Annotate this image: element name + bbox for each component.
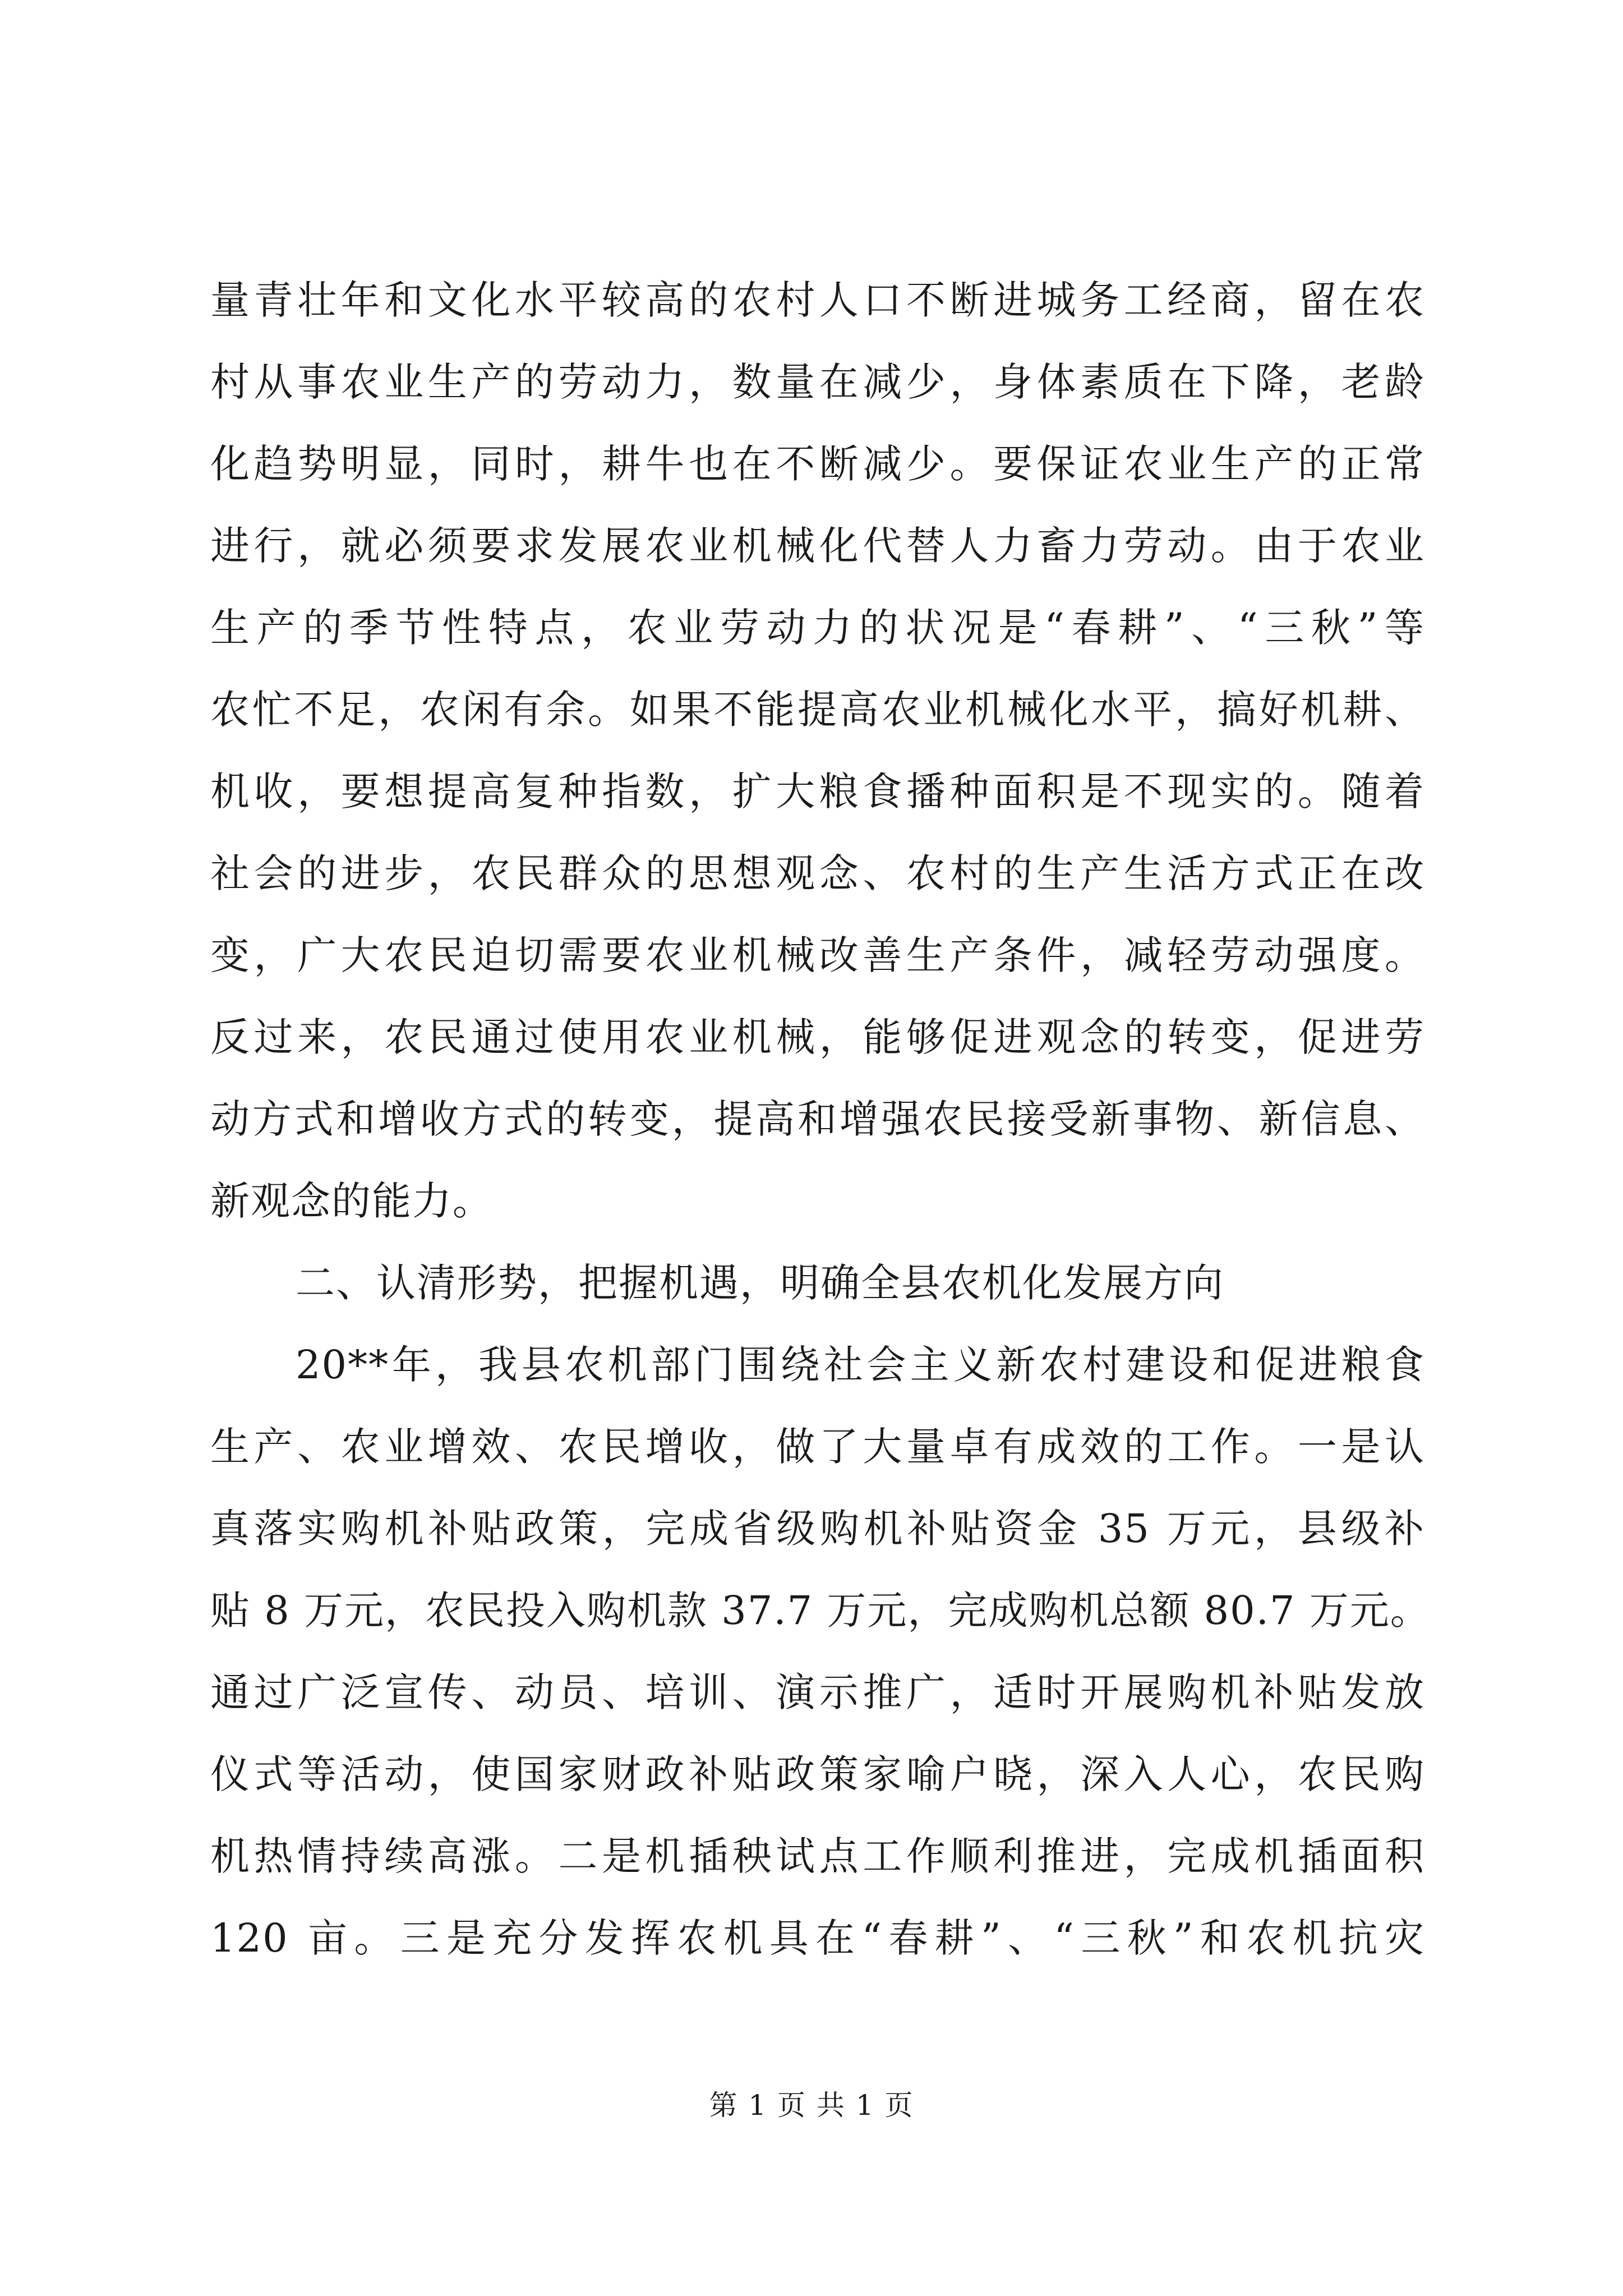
text-line: 社会的进步，农民群众的思想观念、农村的生产生活方式正在改: [210, 850, 1425, 896]
text-line: 化趋势明显，同时，耕牛也在不断减少。要保证农业生产的正常: [210, 441, 1425, 487]
section-heading: 二、认清形势，把握机遇，明确全县农机化发展方向: [296, 1260, 1224, 1306]
body-text: [210, 259, 1431, 1979]
text-line: 进行，就必须要求发展农业机械化代替人力畜力劳动。由于农业: [210, 523, 1425, 569]
text-line: 动方式和增收方式的转变，提高和增强农民接受新事物、新信息、: [210, 1096, 1425, 1142]
page-footer: 第 1 页 共 1 页: [709, 2089, 914, 2122]
text-line: 通过广泛宣传、动员、培训、演示推广，适时开展购机补贴发放: [210, 1669, 1425, 1715]
text-line: 反过来，农民通过使用农业机械，能够促进观念的转变，促进劳: [210, 1014, 1425, 1060]
text-line: 真落实购机补贴政策，完成省级购机补贴资金 35 万元，县级补: [210, 1506, 1425, 1552]
text-line: 120 亩。三是充分发挥农机具在“春耕”、“三秋”和农机抗灾: [210, 1915, 1425, 1961]
text-line: 农忙不足，农闲有余。如果不能提高农业机械化水平，搞好机耕、: [210, 687, 1425, 733]
text-line: 机热情持续高涨。二是机插秧试点工作顺利推进，完成机插面积: [210, 1833, 1425, 1879]
text-line: 贴 8 万元，农民投入购机款 37.7 万元，完成购机总额 80.7 万元。: [210, 1588, 1431, 1634]
text-line: 仪式等活动，使国家财政补贴政策家喻户晓，深入人心，农民购: [210, 1751, 1425, 1797]
text-line: 量青壮年和文化水平较高的农村人口不断进城务工经商，留在农: [210, 277, 1425, 323]
text-line: 生产、农业增效、农民增收，做了大量卓有成效的工作。一是认: [210, 1424, 1425, 1470]
text-line: 村从事农业生产的劳动力，数量在减少，身体素质在下降，老龄: [210, 359, 1425, 405]
text-line: 新观念的能力。: [210, 1178, 493, 1224]
text-line: 变，广大农民迫切需要农业机械改善生产条件，减轻劳动强度。: [210, 932, 1425, 978]
text-line: 生产的季节性特点，农业劳动力的状况是“春耕”、“三秋”等: [210, 605, 1425, 651]
text-line: 机收，要想提高复种指数，扩大粮食播种面积是不现实的。随着: [210, 769, 1425, 815]
text-line: 20**年，我县农机部门围绕社会主义新农村建设和促进粮食: [296, 1342, 1425, 1388]
